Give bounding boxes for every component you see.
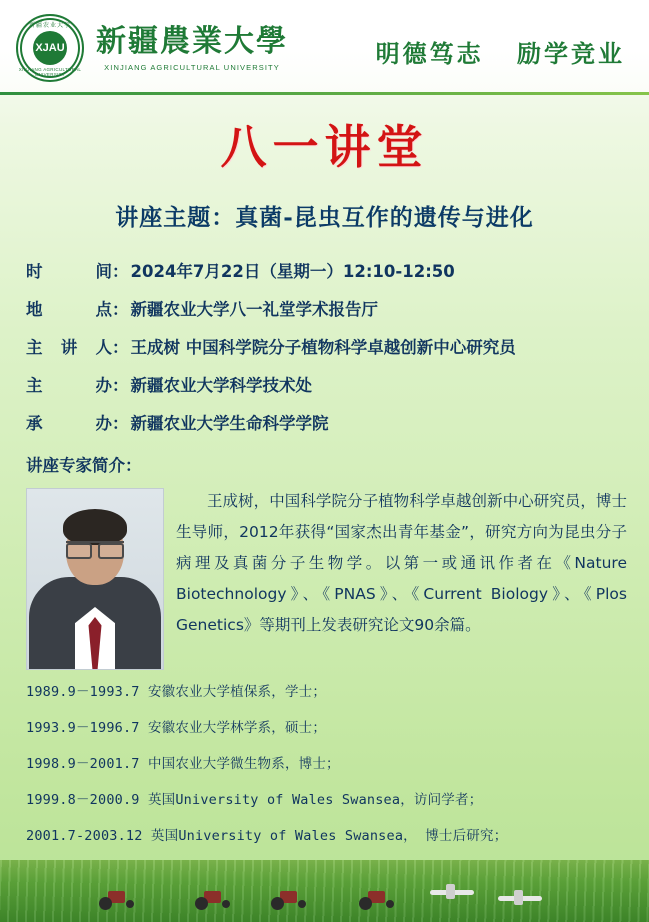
- bio-text: 王成树，中国科学院分子植物科学卓越创新中心研究员，博士生导师，2012年获得“国家杰出青年基金”，研究方向为昆虫分子病理及真菌分子生物学。以第一或通讯作者在《Nature Biotechnology》、《PNAS》、《Current Biology》、《Plos Genetics》等期刊上发表研究论文90余篇。: [176, 492, 627, 634]
- info-label: [26, 334, 112, 358]
- list-item: 1999.8－2000.9 英国University of Wales Swansea，访问学者；: [26, 792, 483, 808]
- info-label-char: 点: [95, 300, 112, 319]
- info-colon: ：: [112, 262, 129, 281]
- tractor-icon: [96, 888, 138, 910]
- page-title: 八一讲堂: [220, 120, 429, 174]
- speaker-portrait: [26, 488, 164, 670]
- header-divider: [0, 92, 649, 95]
- info-label-char: 主: [26, 376, 43, 395]
- tractor-icon: [268, 888, 310, 910]
- info-colon: ：: [112, 300, 129, 319]
- crop-duster-plane-icon: [498, 890, 544, 906]
- info-label-char: 主: [26, 338, 43, 357]
- info-value-coorganizer: 新疆农业大学生命科学学院: [130, 414, 329, 433]
- info-value-organizer: 新疆农业大学科学技术处: [130, 376, 312, 395]
- university-motto: [376, 34, 625, 69]
- university-name-en: XINJIANG AGRICULTURAL UNIVERSITY: [104, 62, 280, 72]
- tractor-icon: [356, 888, 398, 910]
- info-value-speaker: 王成树 中国科学院分子植物科学卓越创新中心研究员: [130, 338, 516, 357]
- info-row: [26, 372, 623, 396]
- university-logo: [16, 14, 288, 82]
- info-label: [26, 296, 112, 320]
- university-seal-icon: [16, 14, 84, 82]
- info-value-time: 2024年7月22日（星期一）12:10-12:50: [130, 262, 455, 281]
- info-label: [26, 258, 112, 282]
- lecture-info-list: [26, 258, 623, 434]
- bio-heading: 讲座专家简介：: [26, 456, 142, 475]
- seal-monogram: XJAU: [33, 31, 67, 65]
- portrait-hair-shape: [63, 509, 127, 545]
- list-item: 1993.9－1996.7 安徽农业大学林学系，硕士；: [26, 720, 327, 736]
- info-row: [26, 410, 623, 434]
- list-item: 1989.9－1993.7 安徽农业大学植保系，学士；: [26, 684, 327, 700]
- info-row: [26, 334, 623, 358]
- tractor-icon: [192, 888, 234, 910]
- seal-arc-bottom-label: XINJIANG AGRICULTURAL UNIVERSITY: [18, 67, 82, 77]
- info-value-location: 新疆农业大学八一礼堂学术报告厅: [130, 300, 378, 319]
- info-label: [26, 372, 112, 396]
- info-label-char: 时: [26, 262, 43, 281]
- lecture-subject: 讲座主题：真菌-昆虫互作的遗传与进化: [115, 204, 534, 231]
- info-label: [26, 410, 112, 434]
- glasses-icon: [66, 541, 124, 556]
- info-colon: ：: [112, 338, 129, 357]
- university-name-block: [96, 25, 288, 72]
- info-colon: ：: [112, 414, 129, 433]
- crop-duster-plane-icon: [430, 884, 476, 900]
- info-label-char: 办: [95, 376, 112, 395]
- info-label-char: 人: [95, 338, 112, 357]
- list-item: 2001.7-2003.12 英国University of Wales Swansea， 博士后研究；: [26, 828, 508, 844]
- info-label-char: 办: [95, 414, 112, 433]
- poster-header: [0, 0, 649, 92]
- bio-block: [26, 486, 627, 674]
- info-label-char: 地: [26, 300, 43, 319]
- info-label-char: 讲: [60, 338, 78, 357]
- info-label-char: 间: [95, 262, 112, 281]
- motto-part-2: 励学竞业: [517, 39, 625, 68]
- university-name-cn: 新疆農業大學: [96, 23, 288, 59]
- info-row: [26, 258, 623, 282]
- info-label-char: 承: [26, 414, 43, 433]
- info-row: [26, 296, 623, 320]
- motto-part-1: 明德笃志: [375, 39, 484, 68]
- seal-arc-top-label: 新疆农业大学: [28, 23, 71, 29]
- list-item: 1998.9－2001.7 中国农业大学微生物系，博士；: [26, 756, 340, 772]
- footer-farm-banner: [0, 860, 649, 922]
- info-colon: ：: [112, 376, 129, 395]
